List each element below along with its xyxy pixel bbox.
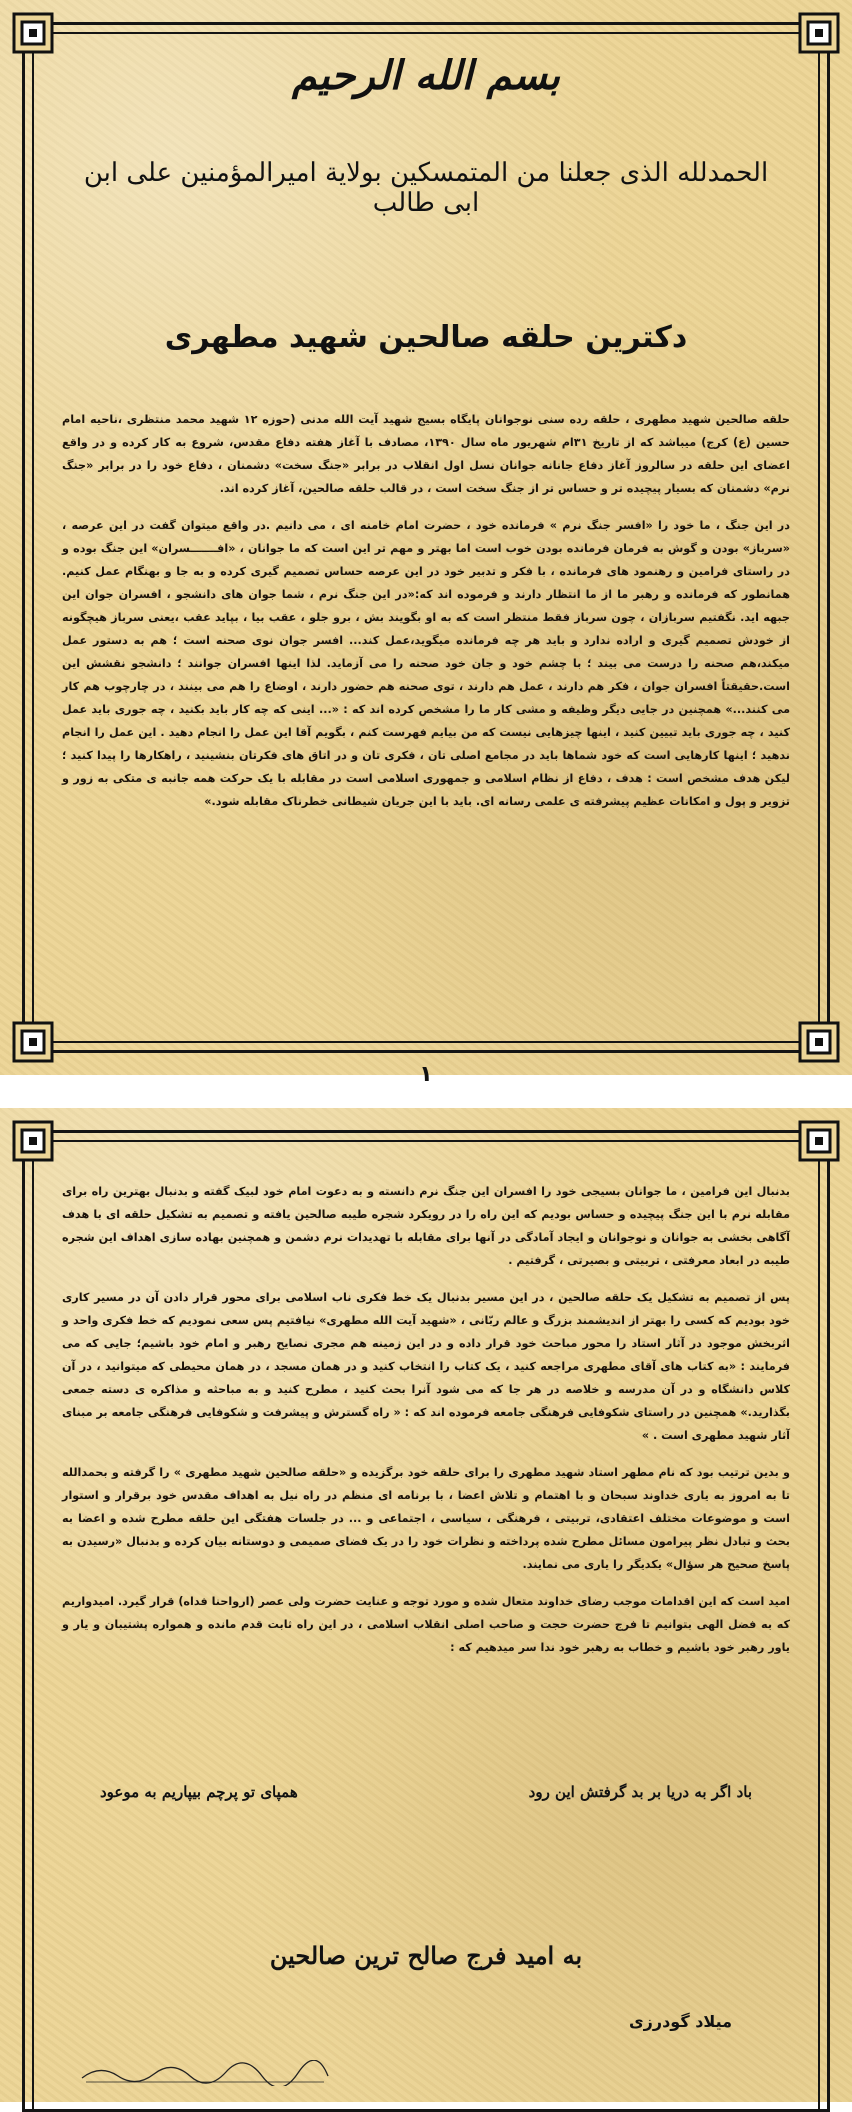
document-title: دکترین حلقه صالحین شهید مطهری [164, 320, 688, 355]
paragraph: پس از تصمیم به تشکیل یک حلقه صالحین ، در این مسیر بدنبال یک خط فکری ناب اسلامی برای محور قرار دادن آن در مسیر کاری خود بودیم که کسی را بهتر از اندیشمند بزرگ و عالم ربّانی ، «شهید آیت الله مطهری» نیافتیم پس سعی نمودیم که خط فکری واحد و اثربخش موجود در آثار استاد را محور مباحث خود قرار داده و در این زمینه هم مجری نصایح رهبر و امام خود باشیم؛ جایی که می فرمایند : «به کتاب های آقای مطهری مراجعه کنید ، یک کتاب را انتخاب کنید و در همان مسجد ، در همان محیطی که میتوانید ، در آن کلاس دانشگاه و در آن مدرسه و خلاصه در هر جا که می شود آنرا بحث کنید ، مطرح کنید و به مباحثه و مذاکره ی دسته جمعی بگذارید.» همچنین در راستای شکوفایی فرهنگی جامعه فرموده اند که : « راه گسترش و پیشرفت و شکوفایی فرهنگی جامعه بر مبنای آثار شهید مطهری است . » [62, 1291, 790, 1442]
corner-ornament [10, 1019, 56, 1065]
poem-hemistich-left: همپای تو پرچم بیپاریم به موعود [100, 1783, 298, 1801]
page1-body [62, 408, 790, 827]
bismillah-calligraphy: بسم الله الرحیم [291, 52, 561, 99]
paragraph: بدنبال این فرامین ، ما جوانان بسیجی خود را افسران این جنگ نرم دانسته و به دعوت امام خود لبیک گفته و بدنبال بهترین راه برای مقابله نرم با این جنگ پیچیده و حساس بودیم که این راه را در رویکرد شجره طیبه صالحین یافته و تصمیم به تشکیل حلقه ای با هدف آگاهی بخشی به جوانان و نوجوانان و ایجاد آمادگی در آنها برای مقابله با تهدیدات نرم دشمن و همچنین بهاده سازی اهداف این شجره طیبه در ابعاد معرفتی ، تربیتی و بصیرتی ، گرفتیم . [62, 1185, 790, 1267]
corner-ornament [796, 1118, 842, 1164]
author-signature: میلاد گودرزی [629, 2012, 732, 2031]
page2-body [62, 1180, 790, 1673]
document-page-2 [0, 1108, 852, 2102]
closing-calligraphy: به امید فرج صالح ترین صالحین [269, 1941, 583, 1970]
paragraph: و بدین ترتیب بود که نام مطهر استاد شهید مطهری را برای حلقه خود برگزیده و «حلقه صالحین شهید مطهری » را گرفته و بحمدالله تا به امروز به یاری خداوند سبحان و با اهتمام و تلاش اعضا ، با برنامه ای منظم در راه نیل به اهداف مقدس خود برقرار و استوار است و موضوعات مختلف اعتقادی، تربیتی ، فرهنگی ، سیاسی ، اجتماعی و ... در جلسات هفتگی این حلقه مطرح شده و اعضا به بحث و تبادل نظر پیرامون مسائل مطرح شده پرداخته و نظرات خود را در یک فضای صمیمی و دوستانه بیان کرده و بدنبال «رسیدن به پاسخ صحیح هر سؤال» یکدیگر را یاری می نمایند. [62, 1466, 790, 1571]
corner-ornament [10, 10, 56, 56]
paragraph: امید است که این اقدامات موجب رضای خداوند متعال شده و مورد توجه و عنایت حضرت ولی عصر (ارواحنا فداه) قرار گیرد. امیدواریم که به فضل الهی بتوانیم تا فرج حضرت حجت و صاحب اصلی انقلاب اسلامی ، در این راه ثابت قدم مانده و همواره پشتیبان و یار و یاور رهبر خود باشیم و خطاب به رهبر خود ندا سر میدهیم که : [62, 1595, 790, 1654]
paragraph: حلقه صالحین شهید مطهری ، حلقه رده سنی نوجوانان پایگاه بسیج شهید آیت الله مدنی (حوزه ۱۲ شهید محمد منتظری ،ناحیه امام حسین (ع) کرج) میباشد که از تاریخ ۳۱ام شهریور ماه سال ۱۳۹۰، مصادف با آغاز هفته دفاع مقدس، شروع به کار کرده و در واقع اعضای این حلقه در سالروز آغاز دفاع جانانه جوانان نسل اول انقلاب در برابر «جنگ سخت» دشمنان ، دفاع خود را در برابر «جنگ نرم» دشمنان که بسیار پیچیده تر و حساس تر از جنگ سخت است ، در قالب حلقه صالحین، آغاز کرده اند. [62, 413, 790, 495]
footer-decorative-script [80, 2060, 330, 2086]
paragraph: در این جنگ ، ما خود را «افسر جنگ نرم » فرمانده خود ، حضرت امام خامنه ای ، می دانیم .در واقع میتوان گفت در این عرصه ، «سرباز» بودن و گوش به فرمان فرمانده بودن خوب است اما بهتر و مهم تر این است که ما جوانان ، «افـــــــسران» این جنگ بوده و در راستای فرامین و رهنمود های فرمانده ، با فکر و تدبیر خود در این عرصه حساس تصمیم گیری کرده و به جا و بهنگام عمل کنیم. همانطور که فرمانده و رهبر ما از ما انتظار دارند و فرموده اند که:«در این جنگ نرم ، شما جوان های دانشجو ، افسران جوان این جبهه اید. نگفتیم سربازان ، چون سرباز فقط منتظر است که به او بگویند بش ، برو جلو ، عقب بیا ، بپاید عقب ،یعنی سرباز هیچگونه از خودش تصمیم گیری و اراده ندارد و باید هر چه فرمانده میگوید،عمل کند... افسر جوان نوی صحنه است ؛ هم به دستور عمل میکند،هم صحنه را درست می بیند ؛ با چشم خود و جان خود صحنه را می آزماید. لذا اینها افسران جوانند ؛ دانشجو نقشش این است.حقیقتاً افسران جوان ، فکر هم دارند ، عمل هم دارند ، توی صحنه هم حضور دارند ، اوضاع را هم می بینند ، در چارچوب هم کار می کنند...» همچنین در جایی دیگر وظیفه و مشی کار ما را مشخص کرده اند که : «... اینی که چه کار باید بکنید ، چه جوری باید عمل کنید ، چه جوری باید تبیین کنید ، اینها چیزهایی نیست که من بیایم فهرست کنم ، بگویم آقا این عمل را انجام دهید . این عمل را انجام ندهید ؛ اینها کارهایی است که خود شماها باید در مجامع اصلی تان ، فکری تان و در اتاق های فکرتان بنشینید ، راهکارها را پیدا کنید ؛ لیکن هدف مشخص است : هدف ، دفاع از نظام اسلامی و جمهوری اسلامی است در مقابله با یک حرکت همه جانبه ی متکی به زور و تزویر و پول و امکانات عظیم پیشرفته ی علمی رسانه ای. باید با این جریان شیطانی خطرناک مقابله شود.» [62, 519, 790, 808]
page-number: ۱ [419, 1062, 433, 1087]
corner-ornament [796, 1019, 842, 1065]
poem-couplet [100, 1783, 752, 1801]
poem-hemistich-right: باد اگر به دریا بر بد گرفتش این رود [528, 1783, 752, 1801]
corner-ornament [10, 1118, 56, 1164]
corner-ornament [796, 10, 842, 56]
hamd-calligraphy: الحمدلله الذی جعلنا من المتمسکین بولایة امیرالمؤمنین علی ابن ابی طالب [83, 158, 769, 218]
